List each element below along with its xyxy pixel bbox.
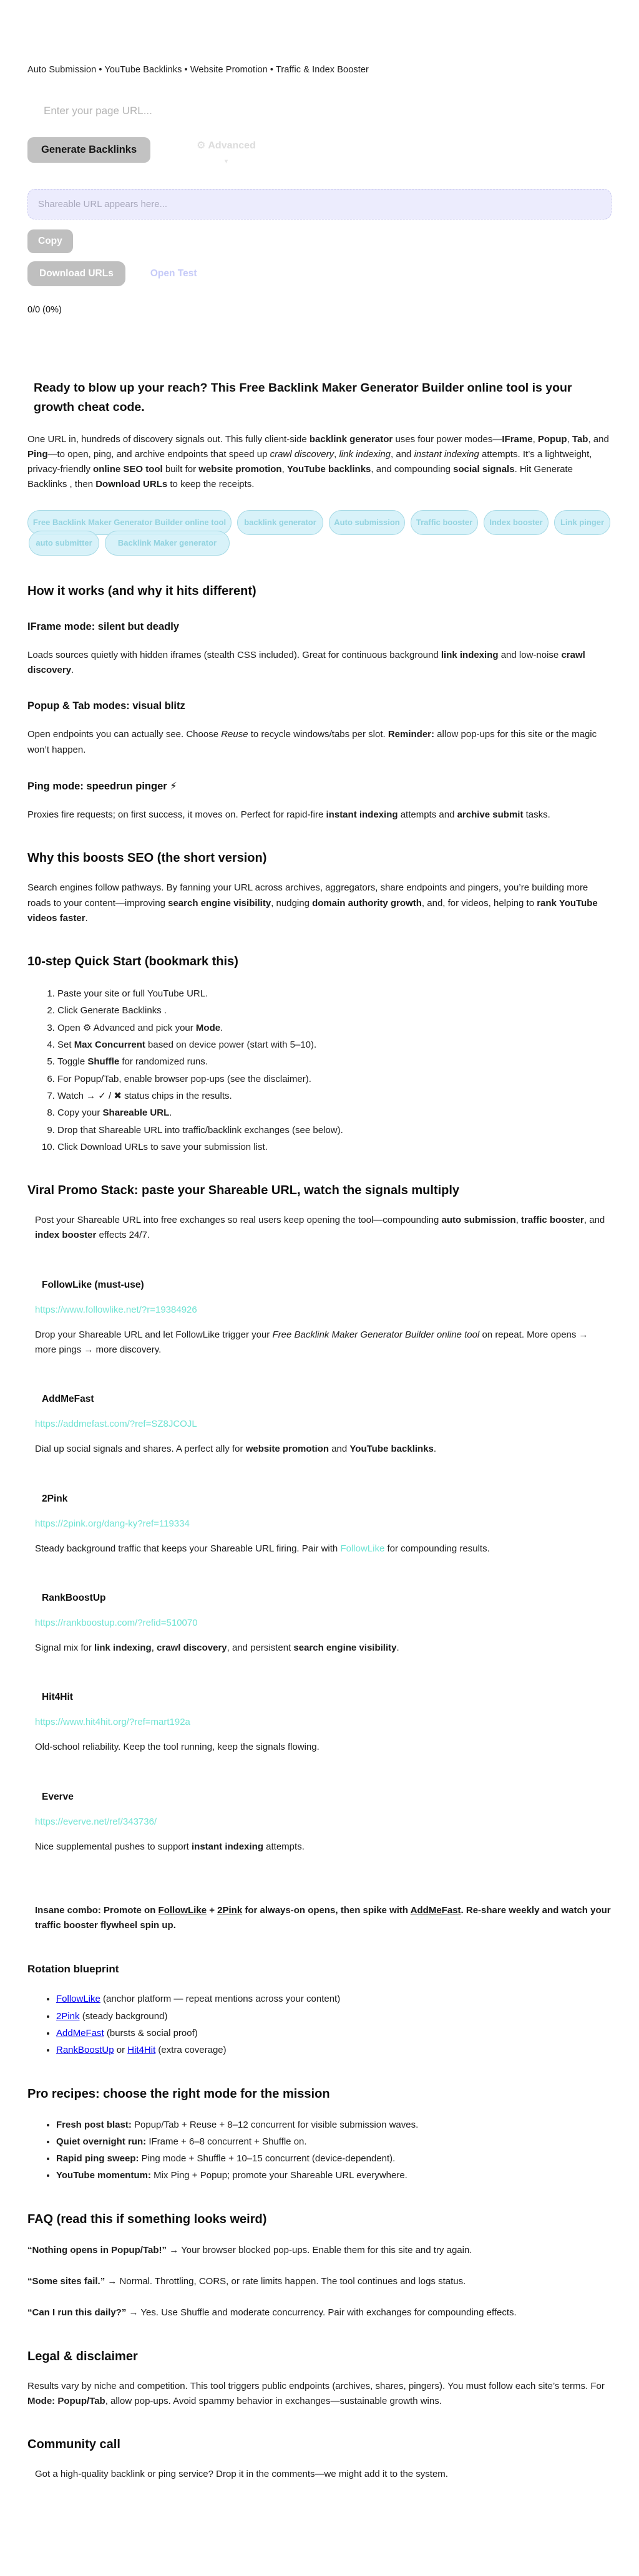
text-segment: . bbox=[169, 1107, 172, 1119]
inline-link[interactable]: RankBoostUp bbox=[56, 2045, 114, 2056]
exchange-name: RankBoostUp bbox=[42, 1592, 106, 1603]
text-segment: instant indexing bbox=[414, 448, 479, 460]
text-segment: Rapid ping sweep: bbox=[56, 2153, 139, 2164]
text-segment: to keep the receipts. bbox=[167, 479, 255, 490]
text-segment: , and bbox=[391, 448, 414, 460]
page-url-input[interactable] bbox=[27, 101, 427, 121]
inline-link[interactable]: 2Pink bbox=[217, 1904, 243, 1916]
text-segment: Paste your site or full YouTube URL. bbox=[57, 988, 208, 1000]
why-seo-paragraph bbox=[27, 880, 612, 926]
text-segment: . bbox=[85, 912, 88, 924]
community-heading: Community call bbox=[27, 2438, 120, 2452]
quickstart-step bbox=[57, 1038, 612, 1053]
shareable-url-field[interactable] bbox=[27, 189, 612, 219]
text-segment: crawl discovery bbox=[157, 1642, 227, 1653]
text-segment: search engine visibility bbox=[293, 1642, 397, 1653]
text-segment: Nice supplemental pushes to support bbox=[35, 1841, 192, 1852]
faq-heading: FAQ (read this if something looks weird) bbox=[27, 2212, 267, 2226]
quickstart-step bbox=[57, 1123, 612, 1138]
text-segment: , nudging bbox=[271, 897, 313, 909]
rotation-item bbox=[56, 2043, 612, 2058]
text-segment: link indexing bbox=[441, 649, 499, 660]
text-segment: Popup/Tab + Reuse + 8–12 concurrent for visible submission waves. bbox=[131, 2119, 419, 2130]
mode-description bbox=[27, 808, 612, 822]
text-segment: IFrame bbox=[502, 433, 533, 445]
open-test-link[interactable]: Open Test bbox=[150, 268, 197, 279]
recipe-item bbox=[56, 2151, 612, 2166]
rotation-item bbox=[56, 2009, 612, 2024]
text-segment: Download URLs bbox=[95, 479, 168, 490]
text-segment: Reuse bbox=[221, 729, 248, 740]
text-segment: Mode: Popup/Tab bbox=[27, 2395, 105, 2406]
exchange-description bbox=[35, 1328, 612, 1358]
quickstart-step bbox=[57, 1106, 612, 1121]
chevron-down-icon: ▾ bbox=[224, 158, 228, 165]
text-segment: Ping bbox=[27, 448, 48, 460]
legal-heading: Legal & disclaimer bbox=[27, 2349, 138, 2363]
keyword-chip: Backlink Maker generator bbox=[105, 531, 230, 556]
text-segment: or bbox=[114, 2045, 128, 2056]
text-segment: Set bbox=[57, 1040, 74, 1051]
exchange-referral-link[interactable]: https://www.hit4hit.org/?ref=mart192a bbox=[35, 1717, 190, 1728]
exchange-description bbox=[35, 1541, 612, 1556]
tagline: Auto Submission • YouTube Backlinks • Website Promotion • Traffic & Index Booster bbox=[27, 65, 369, 75]
text-segment: for always-on opens, then spike with bbox=[242, 1904, 411, 1916]
text-segment: (anchor platform — repeat mentions across your content) bbox=[100, 1994, 341, 2005]
text-segment: + bbox=[207, 1904, 218, 1916]
keyword-chip: Link pinger bbox=[554, 510, 610, 535]
exchange-name: Everve bbox=[42, 1791, 74, 1802]
text-segment: Popup bbox=[537, 433, 567, 445]
exchange-card bbox=[35, 1280, 612, 1358]
text-segment: link indexing bbox=[94, 1642, 152, 1653]
text-segment: Proxies fire requests; on first success, it moves on. Perfect for rapid-fire bbox=[27, 809, 326, 820]
text-segment: Shuffle bbox=[87, 1056, 120, 1068]
viral-promo-heading: Viral Promo Stack: paste your Shareable URL, watch the signals multiply bbox=[27, 1184, 460, 1198]
exchange-card bbox=[35, 1493, 612, 1556]
community-paragraph: Got a high-quality backlink or ping service? Drop it in the comments—we might add it to the system. bbox=[35, 2469, 448, 2480]
inline-link[interactable]: FollowLike bbox=[158, 1904, 207, 1916]
text-segment: YouTube momentum: bbox=[56, 2170, 151, 2181]
text-segment: Old-school reliability. Keep the tool running, keep the signals flowing. bbox=[35, 1742, 320, 1753]
exchange-referral-link[interactable]: https://2pink.org/dang-ky?ref=119334 bbox=[35, 1518, 190, 1529]
text-segment: , bbox=[281, 464, 287, 475]
text-segment: traffic booster bbox=[521, 1215, 584, 1226]
generate-row bbox=[27, 137, 612, 165]
rotation-item bbox=[56, 2026, 612, 2041]
intro-paragraph bbox=[27, 432, 612, 493]
mode-section bbox=[27, 780, 612, 822]
exchange-name: FollowLike (must-use) bbox=[42, 1279, 144, 1290]
exchange-description bbox=[35, 1442, 612, 1457]
text-segment: . bbox=[71, 665, 74, 676]
text-segment: Watch → ✓ / ✖ status chips in the results. bbox=[57, 1090, 232, 1101]
text-segment: YouTube backlinks bbox=[349, 1444, 434, 1455]
insane-combo-note bbox=[27, 1903, 612, 1934]
exchange-name: 2Pink bbox=[42, 1493, 68, 1504]
text-segment: Drop that Shareable URL into traffic/backlink exchanges (see below). bbox=[57, 1124, 343, 1136]
text-segment: index booster bbox=[35, 1230, 97, 1241]
text-segment: Steady background traffic that keeps your Shareable URL firing. Pair with bbox=[35, 1543, 341, 1554]
tool-panel bbox=[27, 65, 612, 315]
exchange-card bbox=[35, 1792, 612, 1855]
quickstart-step bbox=[57, 1003, 612, 1018]
legal-paragraph bbox=[27, 2379, 612, 2410]
text-segment: on repeat. More opens → more pings → more discovery. bbox=[35, 1329, 588, 1356]
text-segment: website promotion bbox=[245, 1444, 329, 1455]
text-segment: auto submission bbox=[441, 1215, 516, 1226]
exchange-referral-link[interactable]: https://everve.net/ref/343736/ bbox=[35, 1816, 157, 1827]
text-segment: . bbox=[396, 1642, 399, 1653]
text-segment: , bbox=[567, 433, 572, 445]
text-segment: instant indexing bbox=[191, 1841, 263, 1852]
text-segment: Tab bbox=[572, 433, 588, 445]
text-segment: built for bbox=[162, 464, 199, 475]
keyword-chip: auto submitter bbox=[29, 531, 99, 556]
text-segment: and bbox=[329, 1444, 350, 1455]
recipe-item bbox=[56, 2135, 612, 2149]
text-segment: backlink generator bbox=[309, 433, 393, 445]
faq-item bbox=[27, 2305, 612, 2320]
text-segment: Shareable URL bbox=[102, 1107, 170, 1119]
quickstart-step bbox=[57, 1021, 612, 1036]
gear-advanced-label: ⚙ Advanced bbox=[197, 140, 256, 151]
text-segment: Signal mix for bbox=[35, 1642, 95, 1653]
text-segment: YouTube backlinks bbox=[286, 464, 371, 475]
text-segment: . bbox=[220, 1022, 223, 1033]
pro-recipes-heading: Pro recipes: choose the right mode for the mission bbox=[27, 2086, 330, 2101]
advanced-toggle[interactable] bbox=[197, 139, 256, 165]
mode-title: IFrame mode: silent but deadly bbox=[27, 620, 179, 632]
text-segment: , and persistent bbox=[227, 1642, 294, 1653]
text-segment: social signals bbox=[453, 464, 515, 475]
exchange-description bbox=[35, 1840, 612, 1855]
text-segment: “Nothing opens in Popup/Tab!” bbox=[27, 2244, 167, 2255]
hero-title: Ready to blow up your reach? This Free Backlink Maker Generator Builder online tool is your growth cheat code. bbox=[34, 381, 572, 414]
text-segment: uses four power modes— bbox=[393, 433, 502, 445]
text-segment: link indexing bbox=[339, 448, 391, 460]
generate-backlinks-button[interactable]: Generate Backlinks bbox=[27, 137, 150, 163]
text-segment: Insane combo: Promote on bbox=[35, 1904, 159, 1916]
text-segment: website promotion bbox=[198, 464, 282, 475]
exchange-referral-link[interactable]: https://addmefast.com/?ref=SZ8JCOJL bbox=[35, 1419, 197, 1430]
text-segment: crawl discovery bbox=[27, 649, 585, 676]
exchange-referral-link[interactable]: https://www.followlike.net/?r=19384926 bbox=[35, 1304, 197, 1315]
text-segment: domain authority growth bbox=[312, 897, 422, 909]
exchange-card bbox=[35, 1692, 612, 1755]
text-segment: archive submit bbox=[457, 809, 524, 820]
text-segment: Copy your bbox=[57, 1107, 103, 1119]
text-segment: . Hit Generate Backlinks , then bbox=[27, 464, 573, 490]
quickstart-heading: 10-step Quick Start (bookmark this) bbox=[27, 955, 238, 969]
inline-link[interactable]: FollowLike bbox=[340, 1543, 385, 1554]
download-urls-button[interactable]: Download URLs bbox=[27, 261, 125, 286]
quickstart-step bbox=[57, 1072, 612, 1087]
text-segment: , bbox=[334, 448, 339, 460]
text-segment: attempts. It’s a lightweight, privacy-friendly bbox=[27, 448, 592, 475]
text-segment: → Your browser blocked pop-ups. Enable them for this site and try again. bbox=[167, 2244, 472, 2255]
mode-sections bbox=[27, 621, 612, 822]
mode-title: Popup & Tab modes: visual blitz bbox=[27, 700, 185, 712]
text-segment: (extra coverage) bbox=[155, 2045, 227, 2056]
text-segment: attempts. bbox=[263, 1841, 305, 1852]
text-segment: Max Concurrent bbox=[74, 1040, 145, 1051]
text-segment: Free Backlink Maker Generator Builder online tool bbox=[272, 1329, 480, 1340]
text-segment: Fresh post blast: bbox=[56, 2119, 132, 2130]
quickstart-step bbox=[57, 1140, 612, 1155]
text-segment: online SEO tool bbox=[93, 464, 163, 475]
promo-block bbox=[27, 1213, 612, 1855]
text-segment: , bbox=[151, 1642, 157, 1653]
text-segment: , and, for videos, helping to bbox=[421, 897, 537, 909]
rotation-blueprint-heading: Rotation blueprint bbox=[27, 1963, 119, 1975]
keyword-chip: Auto submission bbox=[329, 510, 405, 535]
text-segment: search engine visibility bbox=[168, 897, 271, 909]
text-segment: Mode bbox=[195, 1022, 221, 1033]
text-segment: based on device power (start with 5–10). bbox=[145, 1040, 317, 1051]
text-segment: Mix Ping + Popup; promote your Shareable URL everywhere. bbox=[150, 2170, 407, 2181]
exchange-name: Hit4Hit bbox=[42, 1692, 73, 1703]
text-segment: Search engines follow pathways. By fanning your URL across archives, aggregators, share endpoints and pingers, you’re building more roads to your content—improving bbox=[27, 882, 588, 909]
text-segment: Ping mode + Shuffle + 10–15 concurrent (device-dependent). bbox=[139, 2153, 396, 2164]
rotation-item bbox=[56, 1992, 612, 2007]
text-segment: for compounding results. bbox=[384, 1543, 490, 1554]
exchange-name: AddMeFast bbox=[42, 1394, 94, 1405]
download-row bbox=[27, 261, 612, 286]
exchange-card bbox=[35, 1394, 612, 1457]
text-segment: (bursts & social proof) bbox=[104, 2027, 198, 2038]
text-segment: “Can I run this daily?” bbox=[27, 2307, 127, 2318]
faq-list bbox=[27, 2243, 612, 2321]
text-segment: attempts and bbox=[398, 809, 457, 820]
text-segment: (steady background) bbox=[79, 2010, 168, 2022]
exchange-card bbox=[35, 1593, 612, 1656]
recipe-item bbox=[56, 2168, 612, 2183]
text-segment: and low-noise bbox=[498, 649, 562, 660]
progress-counter: 0/0 (0%) bbox=[27, 305, 62, 315]
text-segment: Drop your Shareable URL and let FollowLike trigger your bbox=[35, 1329, 273, 1340]
text-segment: for randomized runs. bbox=[119, 1056, 208, 1068]
text-segment: Click Generate Backlinks . bbox=[57, 1005, 167, 1016]
text-segment: effects 24/7. bbox=[96, 1230, 150, 1241]
text-segment: to recycle windows/tabs per slot. bbox=[248, 729, 388, 740]
text-segment: , bbox=[532, 433, 538, 445]
quickstart-step bbox=[57, 1054, 612, 1069]
text-segment: tasks. bbox=[523, 809, 550, 820]
mode-title: Ping mode: speedrun pinger ⚡ bbox=[27, 780, 177, 792]
text-segment: , bbox=[515, 1215, 522, 1226]
text-segment: “Some sites fail.” bbox=[27, 2276, 105, 2287]
inline-link[interactable]: FollowLike bbox=[56, 1994, 100, 2005]
text-segment: → Normal. Throttling, CORS, or rate limits happen. The tool continues and logs status. bbox=[105, 2276, 466, 2287]
text-segment: One URL in, hundreds of discovery signals out. This fully client-side bbox=[27, 433, 310, 445]
text-segment: crawl discovery bbox=[270, 448, 334, 460]
text-segment: rank YouTube videos faster bbox=[27, 897, 598, 924]
inline-link[interactable]: AddMeFast bbox=[410, 1904, 461, 1916]
mode-section bbox=[27, 700, 612, 758]
keyword-chip: Free Backlink Maker Generator Builder online tool bbox=[27, 510, 232, 535]
how-it-works-heading: How it works (and why it hits different) bbox=[27, 584, 256, 598]
text-segment: Post your Shareable URL into free exchanges so real users keep opening the tool—compounding bbox=[35, 1215, 442, 1226]
quickstart-list bbox=[27, 987, 612, 1155]
exchange-referral-link[interactable]: https://rankboostup.com/?refid=510070 bbox=[35, 1617, 198, 1628]
copy-button[interactable]: Copy bbox=[27, 229, 73, 253]
recipe-item bbox=[56, 2118, 612, 2133]
mode-section bbox=[27, 621, 612, 678]
text-segment: For Popup/Tab, enable browser pop-ups (see the disclaimer). bbox=[57, 1073, 311, 1084]
rotation-list bbox=[27, 1992, 612, 2058]
mode-description bbox=[27, 727, 612, 758]
text-segment: Open endpoints you can actually see. Choose bbox=[27, 729, 222, 740]
text-segment: , allow pop-ups. Avoid spammy behavior in exchanges—sustainable growth wins. bbox=[105, 2395, 442, 2406]
text-segment: Quiet overnight run: bbox=[56, 2136, 147, 2147]
faq-item bbox=[27, 2243, 612, 2258]
text-segment: Click Download URLs to save your submission list. bbox=[57, 1141, 268, 1152]
text-segment: Toggle bbox=[57, 1056, 88, 1068]
text-segment: Reminder: bbox=[388, 729, 435, 740]
inline-link[interactable]: Hit4Hit bbox=[127, 2045, 156, 2056]
text-segment: , and bbox=[583, 1215, 605, 1226]
keyword-chip: backlink generator bbox=[237, 510, 323, 535]
why-seo-heading: Why this boosts SEO (the short version) bbox=[27, 851, 267, 866]
keyword-chips bbox=[27, 510, 612, 556]
keyword-chip: Traffic booster bbox=[411, 510, 478, 535]
text-segment: Results vary by niche and competition. This tool triggers public endpoints (archives, shares, pingers). You must follow each site’s terms. For bbox=[27, 2380, 605, 2391]
mode-description bbox=[27, 648, 612, 678]
text-segment: Open ⚙ Advanced and pick your bbox=[57, 1022, 196, 1033]
exchange-description bbox=[35, 1740, 612, 1755]
text-segment: IFrame + 6–8 concurrent + Shuffle on. bbox=[146, 2136, 307, 2147]
text-segment: instant indexing bbox=[326, 809, 398, 820]
quickstart-step bbox=[57, 987, 612, 1001]
text-segment: , and bbox=[588, 433, 609, 445]
text-segment: Dial up social signals and shares. A perfect ally for bbox=[35, 1444, 246, 1455]
text-segment: allow pop-ups for this site or the magic won’t happen. bbox=[27, 729, 597, 755]
exchange-description bbox=[35, 1641, 612, 1656]
text-segment: Loads sources quietly with hidden iframes (stealth CSS included). Great for continuous background bbox=[27, 649, 441, 660]
inline-link[interactable]: 2Pink bbox=[56, 2010, 80, 2022]
keyword-chip: Index booster bbox=[484, 510, 549, 535]
text-segment: . Re-share weekly and watch your traffic booster flywheel spin up. bbox=[35, 1904, 611, 1931]
faq-item bbox=[27, 2274, 612, 2289]
inline-link[interactable]: AddMeFast bbox=[56, 2027, 104, 2038]
exchange-cards bbox=[35, 1280, 612, 1855]
text-segment: , and compounding bbox=[371, 464, 454, 475]
text-segment: —to open, ping, and archive endpoints that speed up bbox=[47, 448, 270, 460]
text-segment: → Yes. Use Shuffle and moderate concurrency. Pair with exchanges for compounding effects. bbox=[126, 2307, 517, 2318]
quickstart-step bbox=[57, 1089, 612, 1104]
text-segment: . bbox=[433, 1444, 437, 1455]
recipes-list bbox=[27, 2118, 612, 2184]
promo-intro bbox=[35, 1213, 612, 1243]
